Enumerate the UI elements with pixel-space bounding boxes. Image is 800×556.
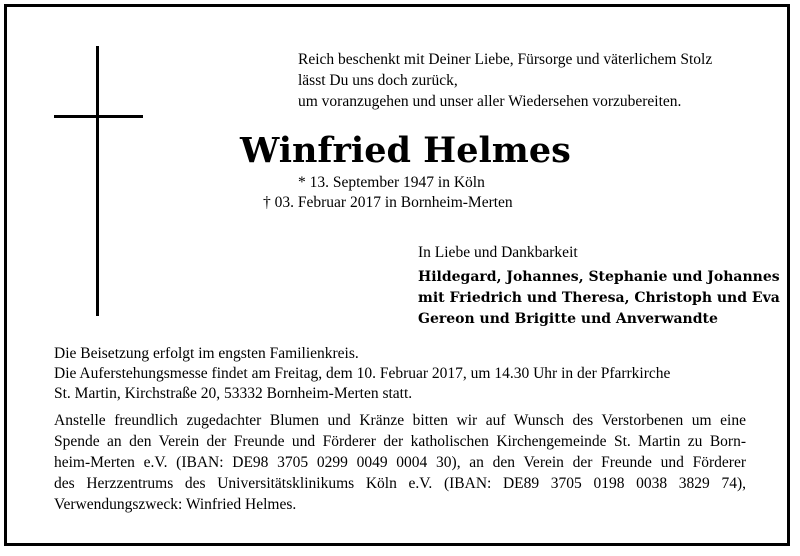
poem-line: lässt Du uns doch zurück, xyxy=(298,72,458,89)
funeral-line: Die Beisetzung erfolgt im engsten Familienkreis. xyxy=(54,345,359,362)
donation-line: des Herzzentrums des Universitätsklinikums Köln e.V. (IBAN: DE89 3705 0198 0038 3829 74), xyxy=(54,475,746,492)
mourners-intro: In Liebe und Dankbarkeit xyxy=(418,244,578,261)
poem-line: Reich beschenkt mit Deiner Liebe, Fürsorge und väterlichem Stolz xyxy=(298,51,713,68)
birth-date: * 13. September 1947 in Köln xyxy=(298,174,485,191)
memorial-poem xyxy=(298,49,712,112)
mourners-line: mit Friedrich und Theresa, Christoph und Eva xyxy=(418,290,780,306)
mourners-line: Hildegard, Johannes, Stephanie und Johannes xyxy=(418,269,780,285)
mourners-line: Gereon und Brigitte und Anverwandte xyxy=(418,311,718,327)
donation-line: Anstelle freundlich zugedachter Blumen und Kränze bitten wir auf Wunsch des Verstorbenen um eine xyxy=(54,412,746,429)
donation-request xyxy=(54,410,746,515)
death-date: † 03. Februar 2017 in Bornheim-Merten xyxy=(263,194,513,211)
donation-line: heim-Merten e.V. (IBAN: DE98 3705 0299 0049 0004 30), an den Verein der Freunde und Förderer xyxy=(54,454,746,471)
funeral-info xyxy=(54,344,670,404)
deceased-name: Winfried Helmes xyxy=(240,130,571,171)
donation-line: Spende an den Verein der Freunde und Förderer der katholischen Kirchengemeinde St. Martin zu Born- xyxy=(54,433,746,450)
poem-line: um voranzugehen und unser aller Wiedersehen vorzubereiten. xyxy=(298,93,682,110)
funeral-line: St. Martin, Kirchstraße 20, 53332 Bornheim-Merten statt. xyxy=(54,385,413,402)
mourners-list xyxy=(418,267,780,330)
funeral-line: Die Auferstehungsmesse findet am Freitag, dem 10. Februar 2017, um 14.30 Uhr in der Pfarrkirche xyxy=(54,365,671,382)
cross-horizontal-bar xyxy=(54,115,143,118)
cross-vertical-bar xyxy=(96,46,99,316)
donation-line: Verwendungszweck: Winfried Helmes. xyxy=(54,496,297,513)
